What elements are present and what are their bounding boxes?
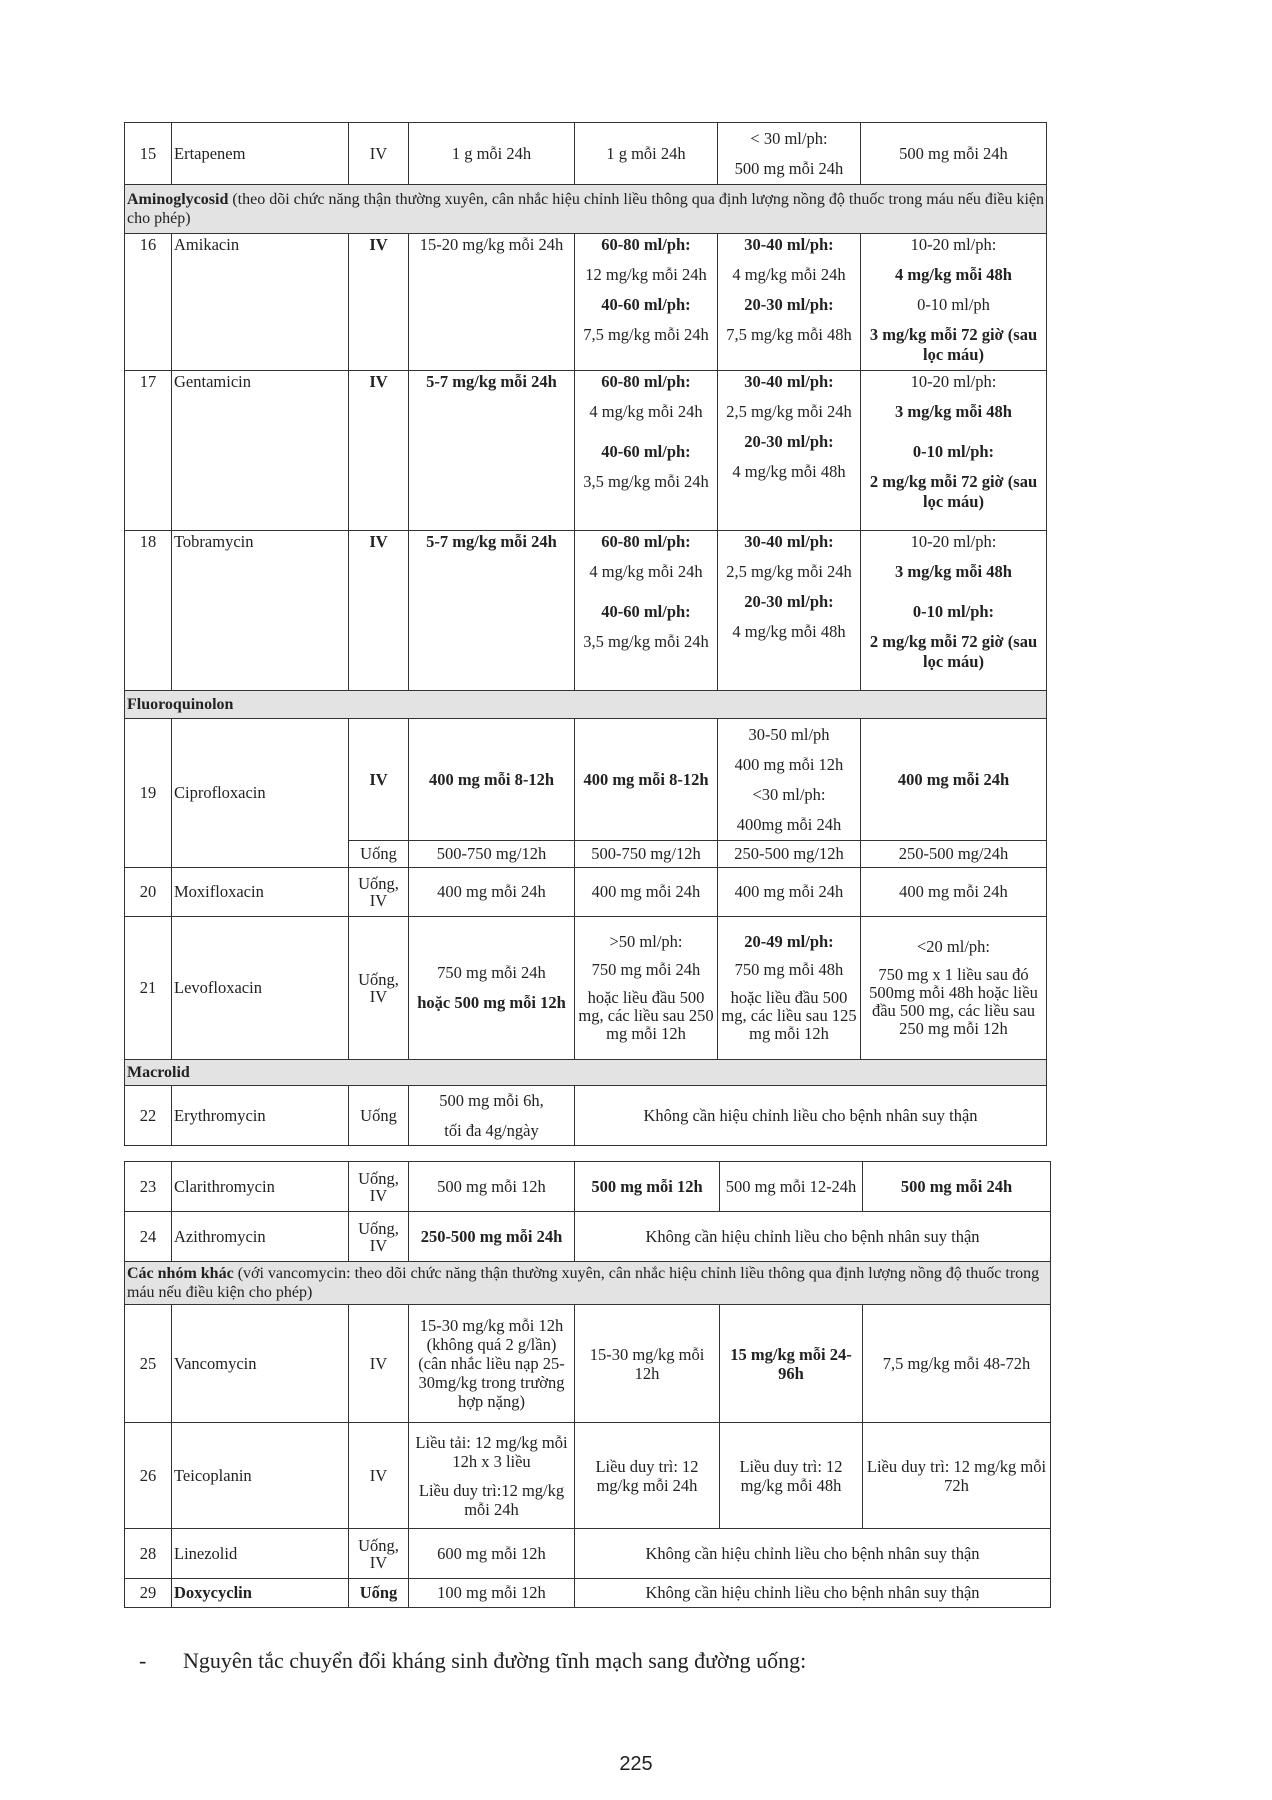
table-row — [125, 868, 1047, 917]
clearance-label: 40-60 ml/ph: — [601, 295, 691, 314]
spacer — [863, 592, 1044, 602]
dose-line: 4 mg/kg mỗi 48h — [732, 462, 846, 481]
clearance-label: 0-10 ml/ph — [917, 295, 990, 314]
route: Uống — [349, 1579, 409, 1608]
dose-col3: 500 mg mỗi 24h — [861, 123, 1047, 185]
table-row — [125, 1305, 1051, 1423]
clearance-label: 20-49 ml/ph: — [744, 932, 834, 951]
clearance-label: >50 ml/ph: — [609, 932, 683, 951]
clearance-label: <30 ml/ph: — [752, 784, 826, 804]
spacer — [577, 592, 715, 602]
table-row — [125, 531, 1047, 691]
no-adjustment-note: Không cần hiệu chỉnh liều cho bệnh nhân suy thận — [575, 1086, 1047, 1146]
normal-dose: 1 g mỗi 24h — [409, 123, 575, 185]
dose-line: 2,5 mg/kg mỗi 24h — [726, 562, 852, 581]
dose-line: 400mg mỗi 24h — [736, 814, 842, 834]
drug-name: Ciprofloxacin — [172, 719, 349, 868]
normal-dose: 600 mg mỗi 12h — [409, 1529, 575, 1579]
dose-line: 750 mg mỗi 24h — [437, 963, 546, 982]
row-number: 25 — [125, 1305, 172, 1423]
no-adjustment-note: Không cần hiệu chỉnh liều cho bệnh nhân suy thận — [575, 1579, 1051, 1608]
group-header-row — [125, 185, 1047, 234]
normal-dose — [409, 1423, 575, 1529]
group-note: (theo dõi chức năng thận thường xuyên, cân nhắc hiệu chỉnh liều thông qua định lượng nồng độ thuốc trong máu nếu điều kiện cho phép) — [127, 191, 1044, 227]
clearance-label: 60-80 ml/ph: — [601, 372, 691, 391]
route: IV — [349, 123, 409, 185]
row-number: 21 — [125, 917, 172, 1060]
dose-line: 4 mg/kg mỗi 24h — [589, 402, 703, 421]
dose-line: 500 mg mỗi 6h, — [439, 1090, 544, 1110]
dose-line: 750 mg x 1 liều sau đó 500mg mỗi 48h hoặc liều đầu 500 mg, các liều sau 250 mg mỗi 12h — [869, 965, 1038, 1038]
drug-name: Azithromycin — [172, 1212, 349, 1262]
no-adjustment-note: Không cần hiệu chỉnh liều cho bệnh nhân suy thận — [575, 1529, 1051, 1579]
row-number: 22 — [125, 1086, 172, 1146]
clearance-label: 20-30 ml/ph: — [744, 432, 834, 451]
normal-dose: 400 mg mỗi 24h — [409, 868, 575, 917]
clearance-label: 30-40 ml/ph: — [744, 372, 834, 391]
normal-dose: 250-500 mg mỗi 24h — [409, 1212, 575, 1262]
table-row — [125, 1162, 1051, 1212]
dose-col2: 500 mg mỗi 12-24h — [720, 1162, 863, 1212]
row-number: 23 — [125, 1162, 172, 1212]
dose-line: 7,5 mg/kg mỗi 24h — [583, 325, 709, 344]
dose-col1: 1 g mỗi 24h — [575, 123, 718, 185]
row-number: 18 — [125, 531, 172, 691]
row-number: 20 — [125, 868, 172, 917]
dose-col2 — [718, 371, 861, 531]
dose-line: 3 mg/kg mỗi 72 giờ (sau lọc máu) — [869, 325, 1038, 364]
normal-dose: 500 mg mỗi 12h — [409, 1162, 575, 1212]
dose-col1: 400 mg mỗi 8-12h — [575, 719, 718, 841]
normal-dose: 15-20 mg/kg mỗi 24h — [409, 234, 575, 371]
dose-col2 — [718, 531, 861, 691]
table-row — [125, 719, 1047, 841]
route: IV — [349, 1305, 409, 1423]
dose-col2: 15 mg/kg mỗi 24-96h — [720, 1305, 863, 1423]
row-number: 16 — [125, 234, 172, 371]
dose-line: tối đa 4g/ngày — [444, 1120, 539, 1140]
dose-line: 750 mg mỗi 48h — [734, 960, 844, 979]
table-row — [125, 234, 1047, 371]
dose-line: 4 mg/kg mỗi 24h — [589, 562, 703, 581]
no-adjustment-note: Không cần hiệu chỉnh liều cho bệnh nhân suy thận — [575, 1212, 1051, 1262]
dosage-table-2 — [124, 1161, 1051, 1608]
route: IV — [349, 531, 409, 691]
dose-col1: Liều duy trì: 12 mg/kg mỗi 24h — [575, 1423, 720, 1529]
dose-line: 2 mg/kg mỗi 72 giờ (sau lọc máu) — [869, 472, 1038, 511]
row-number: 29 — [125, 1579, 172, 1608]
group-header-other — [125, 1262, 1051, 1305]
dose-col3: 250-500 mg/24h — [861, 841, 1047, 868]
drug-name: Gentamicin — [172, 371, 349, 531]
clearance-label: 10-20 ml/ph: — [910, 235, 997, 254]
row-number: 17 — [125, 371, 172, 531]
route: Uống — [349, 1086, 409, 1146]
route: Uống, IV — [349, 1162, 409, 1212]
dose-line: 7,5 mg/kg mỗi 48h — [726, 325, 852, 344]
dose-col1 — [575, 234, 718, 371]
dose-line: hoặc 500 mg mỗi 12h — [417, 993, 566, 1012]
group-header-fluoroquinolon — [125, 691, 1047, 719]
clearance-label: 30-40 ml/ph: — [744, 532, 834, 551]
clearance-label: 60-80 ml/ph: — [601, 235, 691, 254]
row-number: 28 — [125, 1529, 172, 1579]
route: IV — [349, 719, 409, 841]
row-number: 26 — [125, 1423, 172, 1529]
dose-col2: 400 mg mỗi 24h — [718, 868, 861, 917]
group-header-macrolid — [125, 1060, 1047, 1086]
drug-name: Levofloxacin — [172, 917, 349, 1060]
row-number: 19 — [125, 719, 172, 868]
route: Uống — [349, 841, 409, 868]
dose-line: 750 mg mỗi 24h — [591, 960, 701, 979]
clearance-label: <20 ml/ph: — [916, 937, 991, 956]
clearance-label: 60-80 ml/ph: — [601, 532, 691, 551]
dose-line: < 30 ml/ph: — [750, 128, 828, 148]
drug-name: Vancomycin — [172, 1305, 349, 1423]
normal-dose: 100 mg mỗi 12h — [409, 1579, 575, 1608]
dose-col3: 400 mg mỗi 24h — [861, 868, 1047, 917]
route: IV — [349, 1423, 409, 1529]
dose-line: 2 mg/kg mỗi 72 giờ (sau lọc máu) — [869, 632, 1038, 671]
dose-line: 3 mg/kg mỗi 48h — [895, 562, 1012, 581]
dose-col1: 500 mg mỗi 12h — [575, 1162, 720, 1212]
dose-col2 — [718, 917, 861, 1060]
drug-name: Moxifloxacin — [172, 868, 349, 917]
group-header-row — [125, 1262, 1051, 1305]
dose-col1: 500-750 mg/12h — [575, 841, 718, 868]
group-title: Macrolid — [127, 1064, 190, 1081]
table-row — [125, 371, 1047, 531]
route: IV — [349, 371, 409, 531]
normal-dose — [409, 917, 575, 1060]
drug-name: Erythromycin — [172, 1086, 349, 1146]
dose-line: (cân nhắc liều nạp 25-30mg/kg trong trường hợp nặng) — [418, 1354, 565, 1411]
dose-col2 — [718, 719, 861, 841]
dose-col2: Liều duy trì: 12 mg/kg mỗi 48h — [720, 1423, 863, 1529]
normal-dose — [409, 1086, 575, 1146]
dose-line: 2,5 mg/kg mỗi 24h — [726, 402, 852, 421]
dose-line: 3,5 mg/kg mỗi 24h — [583, 472, 709, 491]
row-number: 15 — [125, 123, 172, 185]
clearance-label: 30-40 ml/ph: — [744, 235, 834, 254]
group-title: Fluoroquinolon — [127, 696, 234, 713]
dose-col3 — [861, 917, 1047, 1060]
drug-name: Doxycyclin — [172, 1579, 349, 1608]
dose-col3 — [861, 234, 1047, 371]
table-row — [125, 123, 1047, 185]
drug-name: Ertapenem — [172, 123, 349, 185]
normal-dose: 5-7 mg/kg mỗi 24h — [409, 371, 575, 531]
dose-col2 — [718, 123, 861, 185]
group-title: Các nhóm khác — [127, 1265, 234, 1282]
dose-line: 15-30 mg/kg mỗi 12h (không quá 2 g/lần) — [419, 1316, 564, 1354]
normal-dose — [409, 1305, 575, 1423]
route: IV — [349, 234, 409, 371]
dose-col3 — [861, 531, 1047, 691]
clearance-label: 10-20 ml/ph: — [910, 532, 997, 551]
footnote — [139, 1648, 806, 1674]
group-header-row — [125, 1060, 1047, 1086]
table-row — [125, 1579, 1051, 1608]
group-note: (với vancomycin: theo dõi chức năng thận thường xuyên, cân nhắc hiệu chỉnh liều thông qua định lượng nồng độ thuốc trong máu nếu điều kiện cho phép) — [127, 1265, 1040, 1301]
dose-line: 4 mg/kg mỗi 24h — [732, 265, 846, 284]
dose-line: Liều tải: 12 mg/kg mỗi 12h x 3 liều — [415, 1432, 568, 1471]
dose-line: 12 mg/kg mỗi 24h — [585, 265, 707, 284]
clearance-label: 40-60 ml/ph: — [601, 602, 691, 621]
dose-line: 3,5 mg/kg mỗi 24h — [583, 632, 709, 651]
group-header-row — [125, 691, 1047, 719]
clearance-label: 20-30 ml/ph: — [744, 592, 834, 611]
spacer — [863, 432, 1044, 442]
dose-line: 500 mg mỗi 24h — [734, 158, 844, 178]
clearance-label: 0-10 ml/ph: — [912, 442, 995, 461]
clearance-label: 30-50 ml/ph — [748, 724, 830, 744]
row-number: 24 — [125, 1212, 172, 1262]
dose-line: 3 mg/kg mỗi 48h — [895, 402, 1012, 421]
dose-line: 4 mg/kg mỗi 48h — [895, 265, 1012, 284]
dose-line: 4 mg/kg mỗi 48h — [732, 622, 846, 641]
dose-line: Liều duy trì:12 mg/kg mỗi 24h — [418, 1480, 565, 1519]
drug-name: Clarithromycin — [172, 1162, 349, 1212]
clearance-label: 10-20 ml/ph: — [910, 372, 997, 391]
bullet-dash: - — [139, 1648, 147, 1673]
table-row — [125, 1086, 1047, 1146]
drug-name: Amikacin — [172, 234, 349, 371]
route: Uống, IV — [349, 1529, 409, 1579]
page-number: 225 — [619, 1753, 653, 1775]
drug-name: Teicoplanin — [172, 1423, 349, 1529]
table-row — [125, 917, 1047, 1060]
route: Uống, IV — [349, 868, 409, 917]
group-title: Aminoglycosid — [127, 191, 229, 208]
dose-col1 — [575, 917, 718, 1060]
dose-col3: 7,5 mg/kg mỗi 48-72h — [863, 1305, 1051, 1423]
spacer — [577, 432, 715, 442]
drug-name: Linezolid — [172, 1529, 349, 1579]
dose-col1: 400 mg mỗi 24h — [575, 868, 718, 917]
clearance-label: 20-30 ml/ph: — [744, 295, 834, 314]
dose-col1 — [575, 531, 718, 691]
dose-col3: 400 mg mỗi 24h — [861, 719, 1047, 841]
clearance-label: 40-60 ml/ph: — [601, 442, 691, 461]
group-header-aminoglycosid — [125, 185, 1047, 234]
dose-col3 — [861, 371, 1047, 531]
dose-col3: Liều duy trì: 12 mg/kg mỗi 72h — [863, 1423, 1051, 1529]
table-row — [125, 1423, 1051, 1529]
dose-line: 400 mg mỗi 12h — [734, 754, 844, 774]
route: Uống, IV — [349, 917, 409, 1060]
table-row — [125, 1529, 1051, 1579]
normal-dose: 500-750 mg/12h — [409, 841, 575, 868]
dose-line: hoặc liều đầu 500 mg, các liều sau 250 mg mỗi 12h — [578, 988, 714, 1043]
clearance-label: 0-10 ml/ph: — [912, 602, 995, 621]
dose-col3: 500 mg mỗi 24h — [863, 1162, 1051, 1212]
drug-name: Tobramycin — [172, 531, 349, 691]
normal-dose: 400 mg mỗi 8-12h — [409, 719, 575, 841]
dose-col1 — [575, 371, 718, 531]
table-row — [125, 1212, 1051, 1262]
footnote-text: Nguyên tắc chuyển đổi kháng sinh đường tĩnh mạch sang đường uống: — [183, 1648, 807, 1673]
dose-col2: 250-500 mg/12h — [718, 841, 861, 868]
route: Uống, IV — [349, 1212, 409, 1262]
dosage-table-1 — [124, 122, 1047, 1146]
dose-col2 — [718, 234, 861, 371]
normal-dose: 5-7 mg/kg mỗi 24h — [409, 531, 575, 691]
dose-line: hoặc liều đầu 500 mg, các liều sau 125 mg mỗi 12h — [721, 988, 857, 1043]
dose-col1: 15-30 mg/kg mỗi 12h — [575, 1305, 720, 1423]
